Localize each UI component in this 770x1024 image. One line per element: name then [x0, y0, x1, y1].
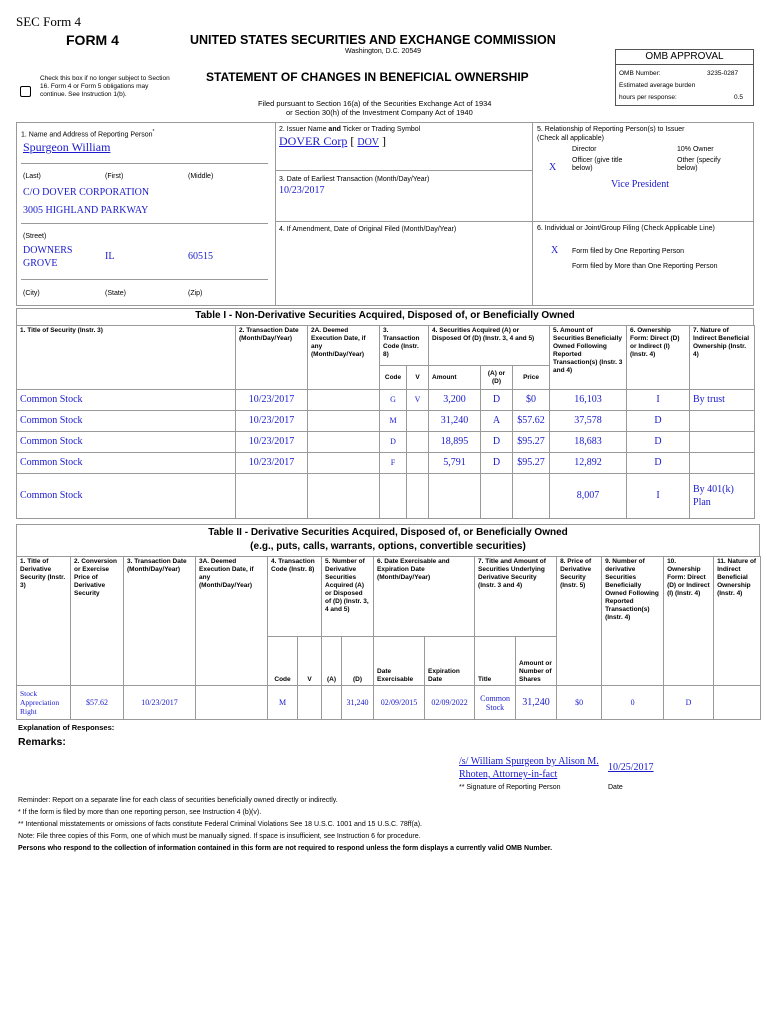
issuer-line: DOVER Corp [ DOV ] — [279, 134, 387, 148]
t1-nature — [690, 453, 755, 474]
table-row — [17, 686, 761, 720]
table-row — [17, 432, 755, 453]
omb-number-value: 3235-0287 — [707, 70, 739, 77]
t2-conversion-price: $57.62 — [71, 686, 124, 720]
t1-owned: 12,892 — [550, 453, 627, 474]
t1-deemed-date — [308, 474, 380, 519]
t1-v — [407, 432, 429, 453]
one-person-label: Form filed by One Reporting Person — [572, 248, 685, 255]
t2-code: M — [268, 686, 298, 720]
middle-label: (Middle) — [188, 173, 214, 180]
filed-pursuant-1: Filed pursuant to Section 16(a) of the Securities Exchange Act of 1934 — [258, 99, 492, 108]
city-value: DOWNERS GROVE — [23, 245, 73, 269]
table1 — [16, 325, 755, 519]
t2-h-d-sub: (D) — [342, 637, 374, 686]
t1-v: V — [407, 390, 429, 411]
t1-owned: 16,103 — [550, 390, 627, 411]
remarks-label: Remarks: — [18, 736, 66, 748]
t1-code: M — [380, 411, 407, 432]
table-row — [17, 474, 755, 519]
t1-form: D — [627, 411, 690, 432]
t1-aord: D — [481, 390, 513, 411]
t1-code: G — [380, 390, 407, 411]
t1-security-title: Common Stock — [17, 432, 236, 453]
director-label: Director — [572, 146, 597, 153]
note-copies: Note: File three copies of this Form, one of which must be manually signed. If space is insufficient, see Instruction 6 for procedure. — [18, 833, 421, 840]
t1-deemed-date — [308, 432, 380, 453]
t1-code: F — [380, 453, 407, 474]
t2-nature — [714, 686, 761, 720]
city-label: (City) — [23, 290, 40, 297]
t2-h-conversion: 2. Conversion or Exercise Price of Derivative Security — [71, 557, 124, 686]
note-misstatements: ** Intentional misstatements or omissions of facts constitute Federal Criminal Violations See 18 U.S.C. 1001 and 15 U.S.C. 78ff(a). — [18, 821, 422, 828]
t1-owned: 8,007 — [550, 474, 627, 519]
ticker-symbol[interactable]: DOV — [357, 137, 380, 148]
table-row — [17, 453, 755, 474]
issuer-name[interactable]: DOVER Corp — [279, 134, 348, 148]
t1-price: $95.27 — [513, 453, 550, 474]
t2-h-nature: 11. Nature of Indirect Beneficial Ownership (Instr. 4) — [714, 557, 761, 686]
t1-h-code-sub: Code — [380, 366, 407, 390]
sec-form-label: SEC Form 4 — [16, 14, 82, 29]
t1-transaction-date: 10/23/2017 — [236, 453, 308, 474]
t1-form: D — [627, 453, 690, 474]
t2-h-price: 8. Price of Derivative Security (Instr. 5) — [557, 557, 602, 686]
signature-date: 10/25/2017 — [608, 762, 654, 773]
t1-h-title: 1. Title of Security (Instr. 3) — [17, 326, 236, 390]
section16-checkbox[interactable] — [20, 86, 31, 97]
box1-label: 1. Name and Address of Reporting Person* — [21, 129, 155, 139]
t1-nature — [690, 411, 755, 432]
t1-amount: 18,895 — [429, 432, 481, 453]
t1-nature: By trust — [690, 390, 755, 411]
t1-h-code: 3. Transaction Code (Instr. 8) — [380, 326, 429, 366]
t1-amount — [429, 474, 481, 519]
table2 — [16, 556, 761, 720]
t1-h-price-sub: Price — [513, 366, 550, 390]
officer-label: Officer (give title below) — [572, 157, 623, 172]
t1-aord — [481, 474, 513, 519]
t2-h-exercisable: 6. Date Exercisable and Expiration Date (Month/Day/Year) — [374, 557, 475, 637]
t2-h-amount-sub: Amount or Number of Shares — [516, 637, 557, 686]
box3-label: 3. Date of Earliest Transaction (Month/Day/Year) — [279, 176, 430, 183]
t1-h-v-sub: V — [407, 366, 429, 390]
omb-hours-label: hours per response: — [619, 94, 677, 101]
t2-h-date: 3. Transaction Date (Month/Day/Year) — [124, 557, 196, 686]
t1-h-owned: 5. Amount of Securities Beneficially Owned Following Reported Transaction(s) (Instr. 3 and 4) — [550, 326, 627, 390]
t2-h-deemed: 3A. Deemed Execution Date, if any (Month/Day/Year) — [196, 557, 268, 686]
t1-deemed-date — [308, 453, 380, 474]
t1-price — [513, 474, 550, 519]
t2-h-code-sub: Code — [268, 637, 298, 686]
t1-aord: D — [481, 453, 513, 474]
t1-transaction-date: 10/23/2017 — [236, 411, 308, 432]
t1-h-nature: 7. Nature of Indirect Beneficial Ownership (Instr. 4) — [690, 326, 755, 390]
address-line-2: 3005 HIGHLAND PARKWAY — [23, 205, 149, 216]
t1-h-amount-sub: Amount — [429, 366, 481, 390]
box2-label: 2. Issuer Name and Ticker or Trading Symbol — [279, 126, 421, 133]
t2-derivative-title: Stock Appreciation Right — [17, 686, 71, 720]
filed-pursuant-2: or Section 30(h) of the Investment Company Act of 1940 — [286, 108, 473, 117]
t2-h-code: 4. Transaction Code (Instr. 8) — [268, 557, 322, 637]
t1-deemed-date — [308, 411, 380, 432]
table1-title: Table I - Non-Derivative Securities Acquired, Disposed of, or Beneficially Owned — [195, 310, 575, 321]
note-multiple-persons: * If the form is filed by more than one reporting person, see Instruction 4 (b)(v). — [18, 809, 262, 816]
officer-x-mark[interactable]: X — [549, 162, 557, 173]
t1-security-title: Common Stock — [17, 453, 236, 474]
last-label: (Last) — [23, 173, 41, 180]
note-omb: Persons who respond to the collection of information contained in this form are not required to respond unless the form displays a currently valid OMB Number. — [18, 845, 553, 852]
box4-label: 4. If Amendment, Date of Original Filed (Month/Day/Year) — [279, 226, 457, 233]
box5-sub: (Check all applicable) — [537, 135, 604, 142]
t2-h-a-sub: (A) — [322, 637, 342, 686]
address-line-1: C/O DOVER CORPORATION — [23, 187, 150, 198]
t1-form: I — [627, 390, 690, 411]
omb-hours-value: 0.5 — [734, 94, 744, 101]
t1-amount: 31,240 — [429, 411, 481, 432]
t1-price: $95.27 — [513, 432, 550, 453]
signature: /s/ William Spurgeon by Alison M. Rhoten, Attorney-in-fact — [459, 756, 599, 780]
ten-percent-label: 10% Owner — [677, 146, 714, 153]
t2-transaction-date: 10/23/2017 — [124, 686, 196, 720]
t1-transaction-date: 10/23/2017 — [236, 432, 308, 453]
t2-h-expiration-sub: Expiration Date — [425, 637, 475, 686]
omb-number-label: OMB Number: — [619, 70, 661, 77]
table-row — [17, 390, 755, 411]
t2-acquired — [322, 686, 342, 720]
street-label: (Street) — [23, 233, 47, 240]
t1-v — [407, 453, 429, 474]
section16-text: Check this box if no longer subject to Section 16. Form 4 or Form 5 obligations may continue. See Instruction 1(b). — [40, 75, 170, 98]
t1-h-aord-sub: (A) or (D) — [481, 366, 513, 390]
omb-title: OMB APPROVAL — [615, 49, 754, 65]
t2-v — [298, 686, 322, 720]
statement-title: STATEMENT OF CHANGES IN BENEFICIAL OWNERSHIP — [206, 70, 529, 84]
t2-derivative-price: $0 — [557, 686, 602, 720]
t1-aord: D — [481, 432, 513, 453]
date-label: Date — [608, 784, 623, 791]
zip-label: (Zip) — [188, 290, 203, 297]
t2-date-exercisable: 02/09/2015 — [374, 686, 425, 720]
t1-h-deemed: 2A. Deemed Execution Date, if any (Month/Day/Year) — [308, 326, 380, 390]
agency-city: Washington, D.C. 20549 — [345, 48, 422, 55]
table2-title: Table II - Derivative Securities Acquired, Disposed of, or Beneficially Owned — [208, 527, 568, 538]
t1-nature — [690, 432, 755, 453]
t1-v — [407, 411, 429, 432]
explanation-label: Explanation of Responses: — [18, 723, 115, 732]
table-row — [17, 411, 755, 432]
t2-h-underlying: 7. Title and Amount of Securities Underlying Derivative Security (Instr. 3 and 4) — [475, 557, 557, 637]
t1-owned: 37,578 — [550, 411, 627, 432]
t2-underlying-title: Common Stock — [475, 686, 516, 720]
state-label: (State) — [105, 290, 127, 297]
t1-transaction-date — [236, 474, 308, 519]
table2-subtitle: (e.g., puts, calls, warrants, options, convertible securities) — [250, 541, 526, 552]
agency-title: UNITED STATES SECURITIES AND EXCHANGE COMMISSION — [190, 33, 556, 47]
t1-security-title: Common Stock — [17, 411, 236, 432]
t2-h-form: 10. Ownership Form: Direct (D) or Indirect (I) (Instr. 4) — [664, 557, 714, 686]
t1-price: $0 — [513, 390, 550, 411]
t2-owned: 0 — [602, 686, 664, 720]
t2-h-v-sub: V — [298, 637, 322, 686]
reminder-text: Reminder: Report on a separate line for each class of securities beneficially owned directly or indirectly. — [18, 797, 338, 804]
t1-amount: 3,200 — [429, 390, 481, 411]
t1-h-securities: 4. Securities Acquired (A) or Disposed Of (D) (Instr. 3, 4 and 5) — [429, 326, 550, 366]
earliest-transaction-date: 10/23/2017 — [279, 185, 325, 196]
t1-transaction-date: 10/23/2017 — [236, 390, 308, 411]
signature-label: ** Signature of Reporting Person — [459, 784, 561, 791]
t2-deemed-date — [196, 686, 268, 720]
t2-form: D — [664, 686, 714, 720]
t1-code — [380, 474, 407, 519]
t2-h-number: 5. Number of Derivative Securities Acquired (A) or Disposed of (D) (Instr. 3, 4 and 5) — [322, 557, 374, 637]
t1-nature: By 401(k) Plan — [690, 474, 755, 519]
first-label: (First) — [105, 173, 124, 180]
reporting-person-name[interactable]: Spurgeon William — [23, 140, 111, 154]
omb-burden-label: Estimated average burden — [619, 82, 696, 89]
t2-expiration-date: 02/09/2022 — [425, 686, 475, 720]
one-person-x-mark[interactable]: X — [551, 245, 559, 256]
t1-price: $57.62 — [513, 411, 550, 432]
other-label: Other (specify below) — [677, 157, 721, 172]
t2-underlying-amount: 31,240 — [516, 686, 557, 720]
form-title: FORM 4 — [66, 32, 119, 48]
t1-deemed-date — [308, 390, 380, 411]
box6-label: 6. Individual or Joint/Group Filing (Check Applicable Line) — [537, 225, 715, 232]
t2-h-owned: 9. Number of derivative Securities Beneficially Owned Following Reported Transaction(s) (Instr. 4) — [602, 557, 664, 686]
more-persons-label: Form filed by More than One Reporting Person — [572, 263, 718, 270]
zip-value: 60515 — [188, 251, 213, 262]
t1-security-title: Common Stock — [17, 474, 236, 519]
t2-h-exercisable-sub: Date Exercisable — [374, 637, 425, 686]
box5-label: 5. Relationship of Reporting Person(s) to Issuer — [537, 126, 685, 133]
t1-v — [407, 474, 429, 519]
t1-aord: A — [481, 411, 513, 432]
t1-form: I — [627, 474, 690, 519]
t2-disposed: 31,240 — [342, 686, 374, 720]
t1-amount: 5,791 — [429, 453, 481, 474]
t1-owned: 18,683 — [550, 432, 627, 453]
officer-title: Vice President — [611, 179, 669, 190]
t1-form: D — [627, 432, 690, 453]
t2-h-title-sub: Title — [475, 637, 516, 686]
t1-h-date: 2. Transaction Date (Month/Day/Year) — [236, 326, 308, 390]
state-value: IL — [105, 251, 115, 262]
t1-security-title: Common Stock — [17, 390, 236, 411]
t1-code: D — [380, 432, 407, 453]
t2-h-title: 1. Title of Derivative Security (Instr. 3) — [17, 557, 71, 686]
t1-h-form: 6. Ownership Form: Direct (D) or Indirect (I) (Instr. 4) — [627, 326, 690, 390]
